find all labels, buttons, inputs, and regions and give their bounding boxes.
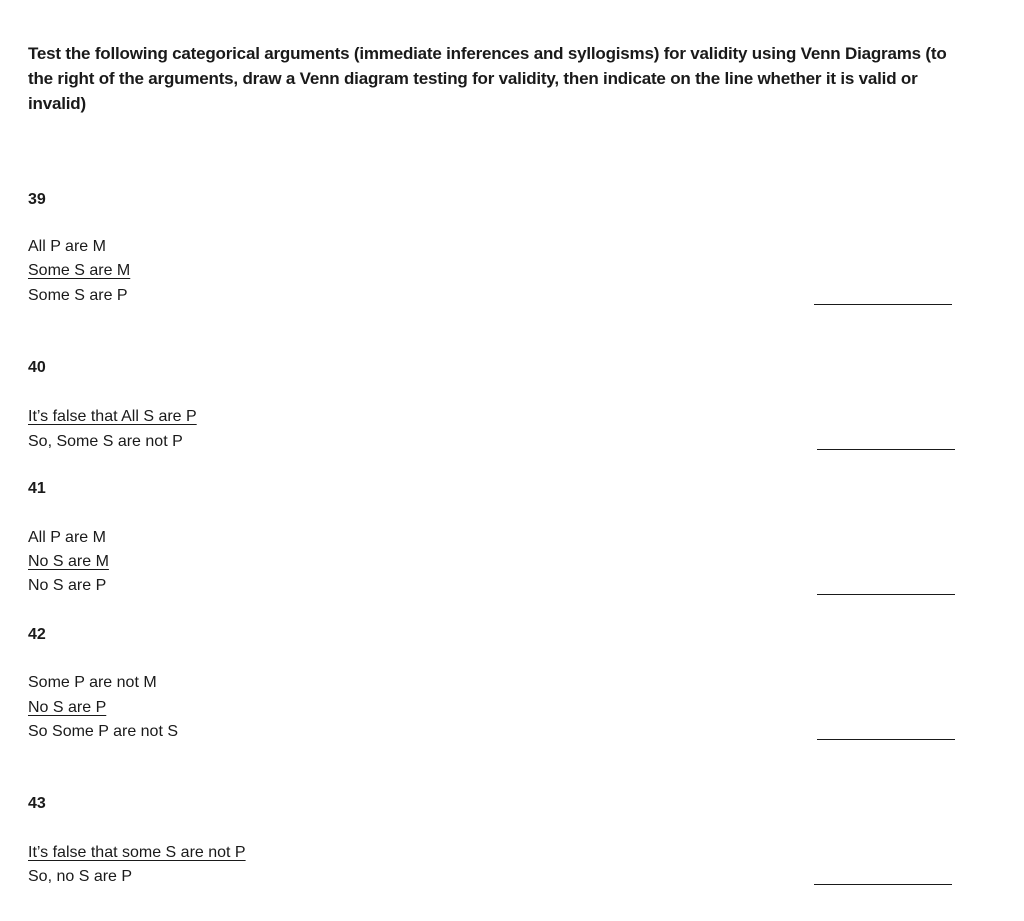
premise-1: All P are M [28,529,106,546]
answer-line-42[interactable] [817,739,955,740]
answer-line-43[interactable] [814,884,952,885]
problem-number-41: 41 [28,480,46,497]
answer-line-41[interactable] [817,594,955,595]
premise-1: Some P are not M [28,674,157,691]
premise-1: It’s false that some S are not P [28,844,246,861]
problem-number-40: 40 [28,359,46,376]
conclusion: So, Some S are not P [28,433,183,450]
instructions: Test the following categorical arguments (immediate inferences and syllogisms) for validity using Venn Diagrams (to the right of the arguments, draw a Venn diagram testing for validity, then indicate on the line whether it is valid or invalid) [28,44,947,113]
problem-number-39: 39 [28,191,46,208]
problem-number-42: 42 [28,626,46,643]
premise-2: Some S are M [28,262,131,279]
conclusion: So Some P are not S [28,723,179,740]
premise-1: All P are M [28,238,106,255]
conclusion: So, no S are P [28,868,133,885]
answer-line-40[interactable] [817,449,955,450]
premise-2: No S are P [28,699,107,716]
premise-2: No S are M [28,553,109,570]
premise-1: It’s false that All S are P [28,408,197,425]
answer-line-39[interactable] [814,304,952,305]
conclusion: No S are P [28,577,107,594]
problem-number-43: 43 [28,795,46,812]
conclusion: Some S are P [28,287,128,304]
